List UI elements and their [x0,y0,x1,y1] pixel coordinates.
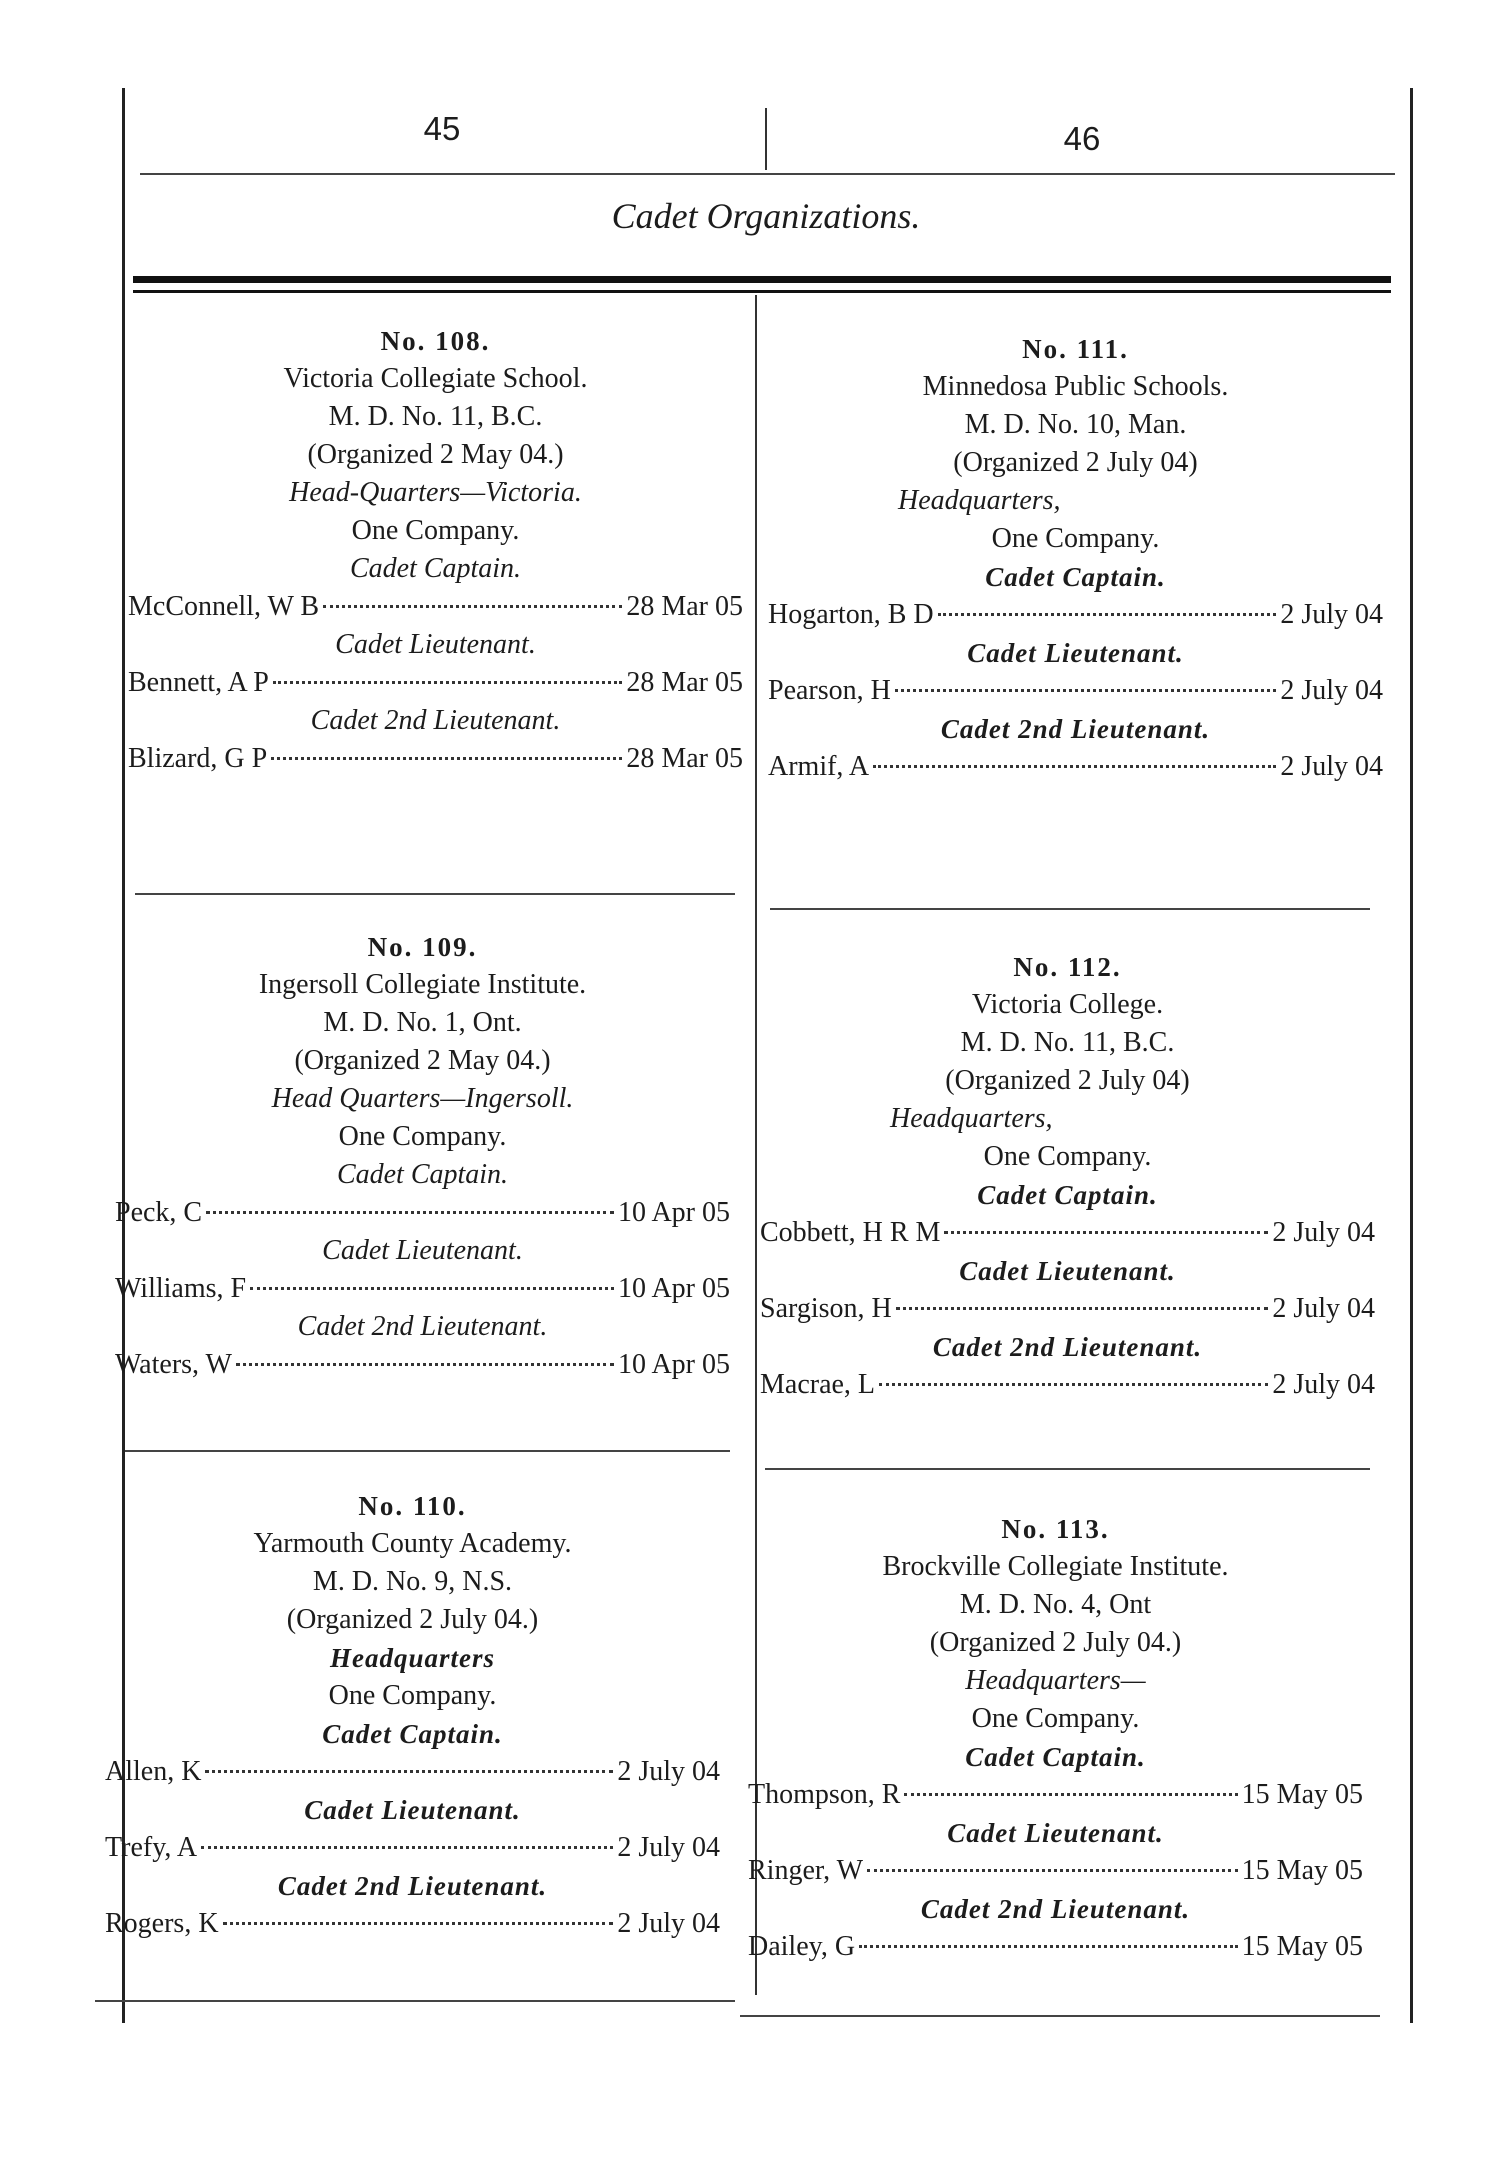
rank-2nd-lieutenant: Cadet 2nd Lieutenant. [277,1871,548,1901]
rank-captain: Cadet Captain. [349,553,522,584]
org-number: No. 108. [380,326,491,356]
officer-entry [128,588,743,626]
rank-lieutenant: Cadet Lieutenant. [335,629,536,660]
rank-2nd-lieutenant: Cadet 2nd Lieutenant. [297,1311,548,1342]
commission-date: 2 July 04 [1280,599,1383,630]
company-count: One Company. [351,515,520,546]
company-count: One Company. [338,1121,507,1152]
officer-name: Thompson, R [748,1779,901,1810]
officer-entry [105,1753,720,1791]
leader-dots [879,1383,1268,1386]
leader-dots [867,1869,1238,1872]
rank-lieutenant: Cadet Lieutenant. [304,1795,521,1825]
officer-entry [115,1270,730,1308]
officer-entry [768,596,1383,634]
officer-entry [760,1214,1375,1252]
officer-name: Peck, C [115,1197,203,1228]
officer-entry [768,672,1383,710]
leader-dots [873,765,1276,768]
officer-entry [128,664,743,702]
rank-captain: Cadet Captain. [336,1159,509,1190]
officer-entry [748,1852,1363,1890]
commission-date: 2 July 04 [1272,1293,1375,1324]
leader-dots [938,613,1277,616]
officer-entry [115,1346,730,1384]
rank-captain: Cadet Captain. [977,1180,1158,1210]
commission-date: 2 July 04 [1280,675,1383,706]
commission-date: 10 Apr 05 [618,1273,730,1304]
headquarters: Headquarters, [898,485,1061,516]
officer-entry [105,1905,720,1943]
officer-name: Cobbett, H R M [760,1217,941,1248]
organized-date: (Organized 2 July 04) [945,1065,1190,1096]
officer-name: McConnell, W B [128,591,320,622]
rank-lieutenant: Cadet Lieutenant. [967,638,1184,668]
commission-date: 10 Apr 05 [618,1197,730,1228]
section-title: Cadet Organizations. [611,196,921,236]
commission-date: 2 July 04 [617,1832,720,1863]
officer-entry [760,1290,1375,1328]
leader-dots [205,1770,613,1773]
header-divider [765,108,767,170]
org-number: No. 110. [358,1491,467,1521]
page-number-right: 46 [1063,120,1101,157]
organized-date: (Organized 2 July 04.) [286,1604,539,1635]
organized-date: (Organized 2 May 04.) [294,1045,551,1076]
leader-dots [896,1307,1269,1310]
officer-name: Trefy, A [105,1832,198,1863]
organized-date: (Organized 2 July 04) [953,447,1198,478]
organized-date: (Organized 2 May 04.) [307,439,564,470]
company-count: One Company. [328,1680,497,1711]
company-count: One Company. [991,523,1160,554]
officer-name: Sargison, H [760,1293,892,1324]
commission-date: 15 May 05 [1241,1931,1363,1962]
leader-dots [323,605,622,608]
headquarters: Headquarters, [890,1103,1053,1134]
organized-date: (Organized 2 July 04.) [929,1627,1182,1658]
headquarters: Head-Quarters—Victoria. [289,477,582,508]
separator-rule [125,1450,730,1452]
commission-date: 2 July 04 [617,1756,720,1787]
officer-name: Blizard, G P [128,743,268,774]
officer-name: Armif, A [768,751,870,782]
organization-110 [105,1487,720,1943]
header-rule [140,173,1395,175]
rank-2nd-lieutenant: Cadet 2nd Lieutenant. [310,705,561,736]
officer-name: Dailey, G [748,1931,856,1962]
officer-name: Hogarton, B D [768,599,934,630]
school-name: Victoria Collegiate School. [283,363,588,394]
leader-dots [201,1846,613,1849]
commission-date: 10 Apr 05 [618,1349,730,1380]
rank-2nd-lieutenant: Cadet 2nd Lieutenant. [920,1894,1191,1924]
org-number: No. 109. [367,932,478,962]
school-name: Ingersoll Collegiate Institute. [258,969,587,1000]
officer-entry [748,1776,1363,1814]
officer-entry [105,1829,720,1867]
rank-captain: Cadet Captain. [965,1742,1146,1772]
military-district: M. D. No. 11, B.C. [960,1027,1175,1058]
page-number-left: 45 [423,110,461,147]
rank-lieutenant: Cadet Lieutenant. [959,1256,1176,1286]
leader-dots [236,1363,614,1366]
officer-entry [760,1366,1375,1404]
rank-lieutenant: Cadet Lieutenant. [947,1818,1164,1848]
officer-entry [748,1928,1363,1966]
officer-entry [128,740,743,778]
organization-109 [115,928,730,1384]
separator-rule [765,1468,1370,1470]
leader-dots [273,681,623,684]
commission-date: 2 July 04 [617,1908,720,1939]
leader-dots [250,1287,614,1290]
org-number: No. 111. [1022,334,1129,364]
officer-entry [768,748,1383,786]
org-number: No. 113. [1001,1514,1110,1544]
leader-dots [944,1231,1268,1234]
bottom-rule-left [95,2000,735,2002]
military-district: M. D. No. 10, Man. [964,409,1187,440]
school-name: Victoria College. [971,989,1164,1020]
officer-name: Waters, W [115,1349,232,1380]
officer-name: Allen, K [105,1756,202,1787]
military-district: M. D. No. 11, B.C. [328,401,543,432]
rank-captain: Cadet Captain. [322,1719,503,1749]
rank-captain: Cadet Captain. [985,562,1166,592]
military-district: M. D. No. 9, N.S. [312,1566,513,1597]
rank-2nd-lieutenant: Cadet 2nd Lieutenant. [940,714,1211,744]
bottom-rule-right [740,2015,1380,2017]
rank-lieutenant: Cadet Lieutenant. [322,1235,523,1266]
commission-date: 15 May 05 [1241,1855,1363,1886]
school-name: Minnedosa Public Schools. [922,371,1229,402]
company-count: One Company. [971,1703,1140,1734]
military-district: M. D. No. 1, Ont. [323,1007,522,1038]
headquarters: Headquarters [329,1643,495,1673]
school-name: Yarmouth County Academy. [253,1528,572,1559]
separator-rule [135,893,735,895]
commission-date: 28 Mar 05 [626,591,743,622]
leader-dots [895,689,1276,692]
officer-name: Pearson, H [768,675,891,706]
separator-rule [770,908,1370,910]
organization-113 [748,1510,1363,1966]
officer-name: Ringer, W [748,1855,864,1886]
organization-111 [768,330,1383,786]
commission-date: 28 Mar 05 [626,667,743,698]
military-district: M. D. No. 4, Ont [959,1589,1152,1620]
officer-name: Bennett, A P [128,667,269,698]
leader-dots [859,1945,1238,1948]
headquarters: Head Quarters—Ingersoll. [271,1083,574,1114]
commission-date: 2 July 04 [1280,751,1383,782]
school-name: Brockville Collegiate Institute. [882,1551,1229,1582]
organization-112 [760,948,1375,1404]
officer-name: Rogers, K [105,1908,219,1939]
title-rule-thick [133,276,1391,283]
commission-date: 15 May 05 [1241,1779,1363,1810]
leader-dots [206,1211,614,1214]
officer-name: Macrae, L [760,1369,876,1400]
officer-name: Williams, F [115,1273,247,1304]
leader-dots [223,1922,614,1925]
commission-date: 28 Mar 05 [626,743,743,774]
officer-entry [115,1194,730,1232]
commission-date: 2 July 04 [1272,1217,1375,1248]
rank-2nd-lieutenant: Cadet 2nd Lieutenant. [932,1332,1203,1362]
headquarters: Headquarters— [965,1665,1146,1696]
leader-dots [271,757,622,760]
org-number: No. 112. [1013,952,1122,982]
commission-date: 2 July 04 [1272,1369,1375,1400]
organization-108 [128,322,743,778]
leader-dots [904,1793,1237,1796]
company-count: One Company. [983,1141,1152,1172]
title-rule-thin [133,290,1391,293]
